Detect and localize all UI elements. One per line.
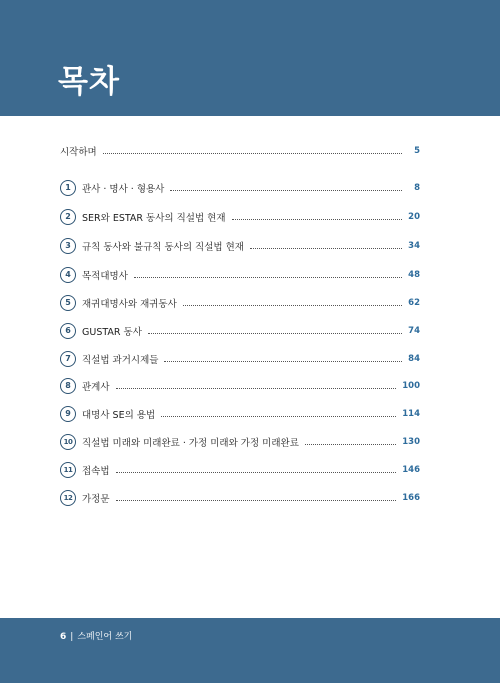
dot-leader [116,388,397,389]
toc-entry-label: 대명사 SE의 용법 [82,410,156,421]
toc-entry-page: 114 [402,409,420,419]
toc-chapter-entry[interactable] [60,206,420,228]
toc-entry-page: 62 [408,298,420,308]
footer-separator: | [70,632,74,642]
toc-entry-label: 접속법 [82,466,110,477]
toc-entry-page: 5 [414,146,420,156]
toc-entry-page: 84 [408,354,420,364]
toc-chapter-entry[interactable] [60,320,420,342]
chapter-number-badge: 7 [60,351,76,367]
toc-entry-label: 시작하며 [60,147,97,158]
chapter-number-badge: 8 [60,378,76,394]
chapter-number-badge: 5 [60,295,76,311]
dot-leader [116,472,397,473]
header-banner [0,0,500,116]
toc-entry-page: 34 [408,241,420,251]
dot-leader [116,500,397,501]
footer-caption [60,628,132,646]
toc-chapter-entry[interactable] [60,235,420,257]
toc-intro-entry[interactable] [60,140,420,162]
dot-leader [250,248,402,249]
toc-entry-label: 규칙 동사와 불규칙 동사의 직설법 현재 [82,242,244,253]
toc-entry-label: SER와 ESTAR 동사의 직설법 현재 [82,213,226,224]
dot-leader [305,444,396,445]
toc-entry-page: 20 [408,212,420,222]
toc-chapter-entry[interactable] [60,375,420,397]
toc-entry-page: 48 [408,270,420,280]
toc-entry-label: 관계사 [82,382,110,393]
chapter-number-badge: 4 [60,267,76,283]
dot-leader [161,416,396,417]
chapter-number-badge: 2 [60,209,76,225]
toc-chapter-entry[interactable] [60,487,420,509]
toc-chapter-entry[interactable] [60,431,420,453]
toc-chapter-entry[interactable] [60,292,420,314]
chapter-number-badge: 10 [60,434,76,450]
toc-entry-page: 8 [414,183,420,193]
toc-entry-page: 100 [402,381,420,391]
toc-entry-page: 130 [402,437,420,447]
toc-entry-label: 직설법 과거시제들 [82,355,159,366]
dot-leader [170,190,402,191]
toc-chapter-entry[interactable] [60,403,420,425]
chapter-number-badge: 12 [60,490,76,506]
toc-entry-page: 166 [402,493,420,503]
toc-chapter-entry[interactable] [60,264,420,286]
footer-book-title: 스페인어 쓰기 [77,632,133,642]
dot-leader [148,333,402,334]
dot-leader [183,305,402,306]
chapter-number-badge: 9 [60,406,76,422]
chapter-number-badge: 11 [60,462,76,478]
page-title: 목차 [58,64,120,100]
chapter-number-badge: 3 [60,238,76,254]
toc-entry-label: 직설법 미래와 미래완료 · 가정 미래와 가정 미래완료 [82,438,299,449]
chapter-number-badge: 6 [60,323,76,339]
toc-entry-page: 146 [402,465,420,475]
dot-leader [164,361,402,362]
chapter-number-badge: 1 [60,180,76,196]
toc-chapter-entry[interactable] [60,177,420,199]
toc-entry-label: 재귀대명사와 재귀동사 [82,299,177,310]
footer-page-number: 6 [60,632,67,642]
toc-entry-label: 관사 · 명사 · 형용사 [82,184,165,195]
toc-chapter-entry[interactable] [60,459,420,481]
toc-entry-label: 목적대명사 [82,271,128,282]
dot-leader [103,153,402,154]
toc-chapter-entry[interactable] [60,348,420,370]
toc-entry-label: GUSTAR 동사 [82,327,142,338]
toc-entry-page: 74 [408,326,420,336]
dot-leader [232,219,402,220]
toc-entry-label: 가정문 [82,494,110,505]
dot-leader [134,277,402,278]
